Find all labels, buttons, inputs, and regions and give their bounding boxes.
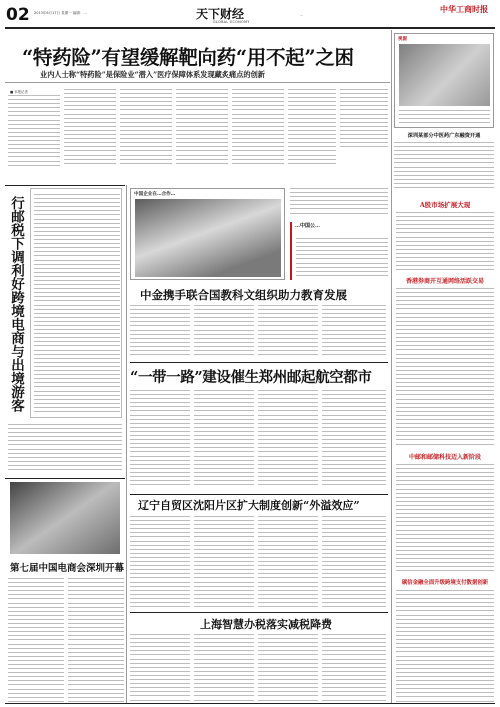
right-text-1 <box>396 212 494 272</box>
liaoning-rule <box>130 494 388 495</box>
col-sep-left <box>126 185 127 703</box>
right-text-3 <box>396 464 494 574</box>
right-box-text <box>394 142 494 192</box>
belt-col-2 <box>194 390 254 486</box>
editor-line: … <box>300 13 304 17</box>
liaoning-col-1 <box>130 516 190 608</box>
shanghai-col-2 <box>194 634 254 702</box>
lead-byline: ■ 本报记者 <box>10 90 28 94</box>
liaoning-col-4 <box>322 516 386 608</box>
right-text-2 <box>396 288 494 448</box>
right-box <box>394 132 494 194</box>
section-en: GLOBAL ECONOMY <box>213 20 250 24</box>
col-sep-right <box>391 30 392 703</box>
cicc-col-2 <box>194 305 254 357</box>
right-headline-1: A股市场扩展大现 <box>419 201 471 209</box>
belt-col-3 <box>258 390 318 486</box>
right-text-4 <box>396 590 494 702</box>
tax-continued <box>8 424 122 472</box>
mid-right-box <box>290 222 388 280</box>
right-headline-3: 中邮和邮储科技迈入新阶段 <box>408 454 481 461</box>
belt-col-1 <box>130 390 190 486</box>
masthead <box>0 0 500 30</box>
masthead-rule <box>5 27 495 29</box>
liaoning-col-3 <box>258 516 318 608</box>
cicc-col-4 <box>322 305 386 357</box>
page-number: 02 <box>6 5 30 25</box>
sidebar-photo-caption <box>399 110 490 126</box>
tax-rule-top <box>5 185 125 186</box>
date-line: 2013年6月17日 星期一 编辑：… <box>34 11 87 15</box>
right-headline-2: 香港券商开互通网络活跃交易 <box>405 278 484 285</box>
lead-title: “特药险”有望缓解靶向药“用不起”之困 <box>22 46 354 69</box>
cicc-col-1 <box>130 305 190 357</box>
tax-box <box>30 188 122 418</box>
bottom-left-rule <box>5 478 125 479</box>
sidebar-photo-box <box>394 33 494 128</box>
lead-col-1 <box>8 95 60 167</box>
lead-col-5 <box>232 89 284 165</box>
headline-cicc: 中金携手联合国教科文组织助力教育发展 <box>140 288 347 302</box>
lead-col-3 <box>120 89 172 165</box>
shanghai-rule <box>130 612 388 613</box>
lead-subtitle: 业内人士称“特药险”是保险业“潜入”医疗保障体系发现藏炙痛点的创新 <box>40 70 265 79</box>
right-box-title: 深圳某部分中医药广东融资开通 <box>407 133 481 139</box>
mid-right-title: …中国公… <box>295 223 321 229</box>
headline-liaoning: 辽宁自贸区沈阳片区扩大制度创新“外溢效应” <box>138 499 360 512</box>
sidebar-label: 视窗 <box>398 37 407 42</box>
ecommerce-col-2 <box>68 578 124 702</box>
mid-right-upper-text <box>290 188 388 218</box>
lead-col-4 <box>176 89 228 165</box>
lead-col-2 <box>64 89 116 165</box>
lead-col-7 <box>340 89 388 149</box>
inset-title: 中国企业在…合作… <box>134 192 176 197</box>
inset-box <box>130 188 285 280</box>
ecommerce-col-1 <box>8 578 64 702</box>
lead-divider <box>5 82 390 83</box>
page-bottom-rule <box>5 703 495 704</box>
liaoning-col-2 <box>194 516 254 608</box>
headline-shanghai: 上海智慧办税落实减税降费 <box>200 618 332 631</box>
tax-vertical-title: 行邮税下调利好跨境电商与出境游客 <box>8 196 24 412</box>
inset-photo <box>135 199 281 277</box>
shanghai-col-4 <box>322 634 386 702</box>
bottom-left-photo <box>10 482 120 554</box>
sidebar-photo <box>399 44 490 106</box>
shanghai-col-1 <box>130 634 190 702</box>
section-title: 天下财经 <box>196 7 245 21</box>
belt-rule <box>130 362 388 363</box>
headline-ecommerce: 第七届中国电商会深圳开幕 <box>10 563 125 574</box>
belt-col-4 <box>322 390 386 486</box>
cicc-col-3 <box>258 305 318 357</box>
paper-name: 中华工商时报 <box>440 4 488 14</box>
lead-col-6 <box>288 89 336 165</box>
right-headline-4: 碳信金融全面升级跨境支付数据创新 <box>401 580 489 586</box>
shanghai-col-3 <box>258 634 318 702</box>
headline-belt: “一带一路”建设催生郑州邮起航空都市 <box>130 369 372 386</box>
